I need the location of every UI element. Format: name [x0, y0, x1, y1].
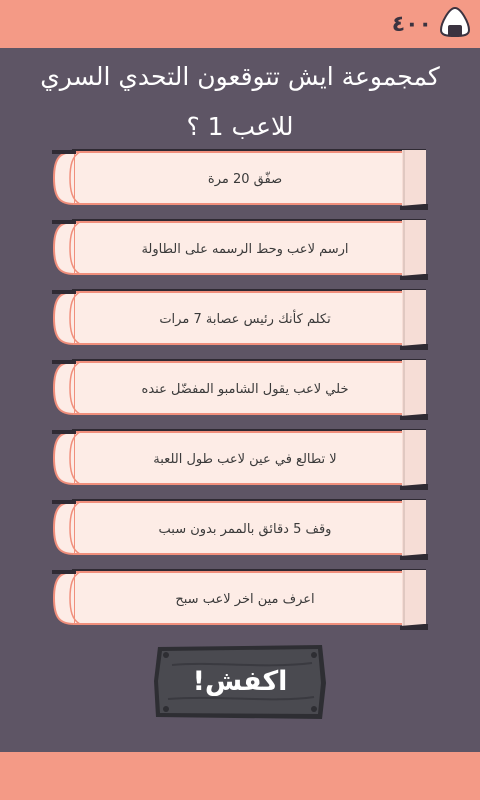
option-scroll-5[interactable]: [52, 426, 428, 490]
option-label-3: تكلم كأنك رئيس عصابة 7 مرات: [159, 311, 331, 327]
reveal-button-label: اكفش!: [192, 665, 288, 697]
option-label-4: خلي لاعب يقول الشامبو المفضّل عنده: [141, 381, 349, 397]
option-label-2: ارسم لاعب وحط الرسمه على الطاولة: [141, 241, 349, 257]
option-scroll-2[interactable]: [52, 216, 428, 280]
option-label-6: وقف 5 دقائق بالممر بدون سبب: [158, 521, 332, 537]
question-text: كمجموعة ايش تتوقعون التحدي السري للاعب 1 ؟: [40, 62, 440, 141]
option-scroll-4[interactable]: [52, 356, 428, 420]
option-scroll-6[interactable]: [52, 496, 428, 560]
bottom-bar: [0, 752, 480, 800]
option-scroll-7[interactable]: [52, 566, 428, 630]
coin-count: ٤٠٠: [391, 11, 432, 37]
option-label-5: لا تطالع في عين لاعب طول اللعبة: [153, 451, 337, 467]
top-bar: [0, 0, 480, 48]
coin-counter: [392, 6, 472, 42]
option-label-1: صفّق 20 مرة: [207, 171, 283, 187]
option-scroll-1[interactable]: [52, 146, 428, 210]
option-scroll-3[interactable]: [52, 286, 428, 350]
reveal-button[interactable]: [152, 643, 328, 721]
onigiri-icon: [438, 5, 472, 43]
option-label-7: اعرف مين اخر لاعب سبح: [175, 591, 315, 607]
